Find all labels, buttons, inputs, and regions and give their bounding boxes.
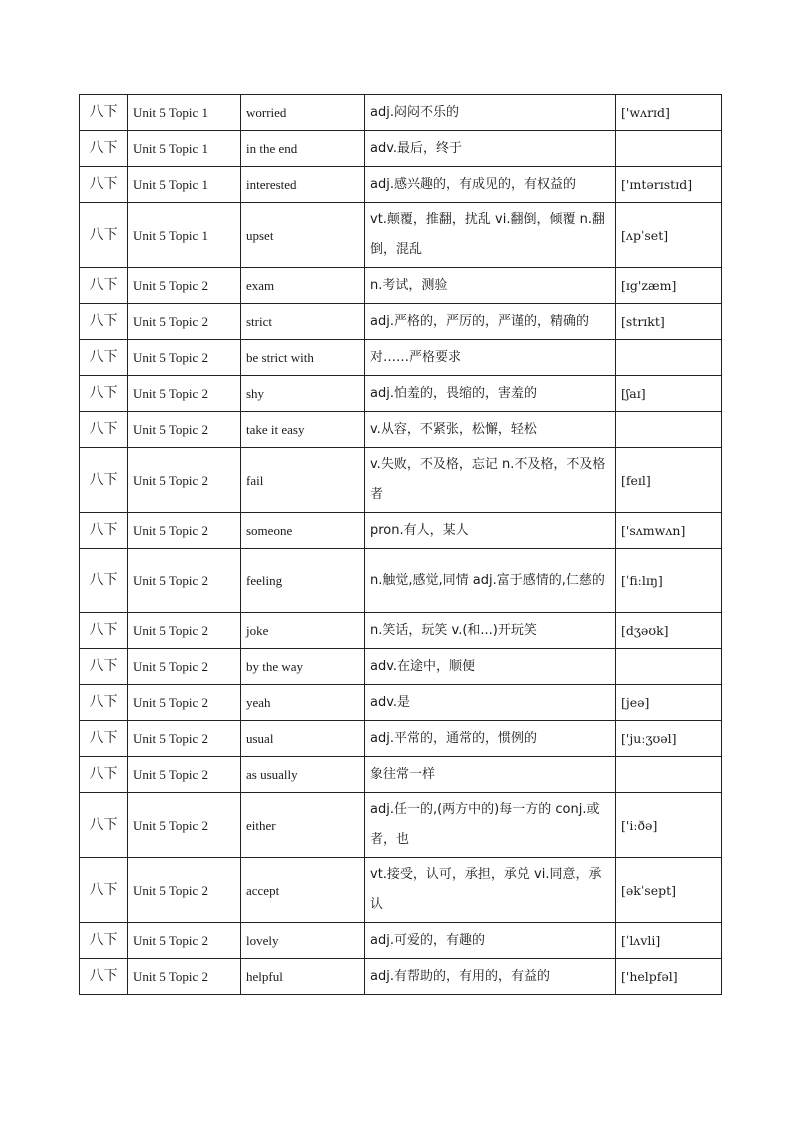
phonetic-cell: [əkˈsept] xyxy=(616,858,722,923)
unit-cell: Unit 5 Topic 2 xyxy=(128,549,241,613)
grade-cell: 八下 xyxy=(80,757,128,793)
table-row xyxy=(80,340,722,376)
word-cell: someone xyxy=(241,513,365,549)
table-row xyxy=(80,549,722,613)
table-row xyxy=(80,95,722,131)
unit-cell: Unit 5 Topic 2 xyxy=(128,685,241,721)
phonetic-cell: [jeə] xyxy=(616,685,722,721)
unit-cell: Unit 5 Topic 2 xyxy=(128,613,241,649)
meaning-cell: n.考试，测验 xyxy=(365,268,616,304)
unit-cell: Unit 5 Topic 2 xyxy=(128,649,241,685)
table-row xyxy=(80,721,722,757)
meaning-cell: adj.任一的,(两方中的)每一方的 conj.或者，也 xyxy=(365,793,616,858)
word-cell: either xyxy=(241,793,365,858)
unit-cell: Unit 5 Topic 2 xyxy=(128,376,241,412)
meaning-cell: adj.有帮助的，有用的，有益的 xyxy=(365,959,616,995)
grade-cell: 八下 xyxy=(80,131,128,167)
grade-cell: 八下 xyxy=(80,448,128,513)
word-cell: upset xyxy=(241,203,365,268)
meaning-cell: pron.有人，某人 xyxy=(365,513,616,549)
table-row xyxy=(80,757,722,793)
grade-cell: 八下 xyxy=(80,95,128,131)
word-cell: strict xyxy=(241,304,365,340)
grade-cell: 八下 xyxy=(80,685,128,721)
grade-cell: 八下 xyxy=(80,613,128,649)
phonetic-cell xyxy=(616,131,722,167)
word-cell: yeah xyxy=(241,685,365,721)
phonetic-cell: ['helpfəl] xyxy=(616,959,722,995)
unit-cell: Unit 5 Topic 2 xyxy=(128,340,241,376)
meaning-cell: adv.最后，终于 xyxy=(365,131,616,167)
phonetic-cell: [ʌpˈset] xyxy=(616,203,722,268)
table-row xyxy=(80,203,722,268)
phonetic-cell xyxy=(616,757,722,793)
phonetic-cell: ['juːʒʊəl] xyxy=(616,721,722,757)
grade-cell: 八下 xyxy=(80,412,128,448)
word-cell: interested xyxy=(241,167,365,203)
word-cell: by the way xyxy=(241,649,365,685)
meaning-cell: n.触觉,感觉,同情 adj.富于感情的,仁慈的 xyxy=(365,549,616,613)
meaning-cell: adj.严格的，严厉的，严谨的，精确的 xyxy=(365,304,616,340)
word-cell: joke xyxy=(241,613,365,649)
word-cell: as usually xyxy=(241,757,365,793)
phonetic-cell: [ʃaɪ] xyxy=(616,376,722,412)
word-cell: shy xyxy=(241,376,365,412)
table-row xyxy=(80,793,722,858)
unit-cell: Unit 5 Topic 2 xyxy=(128,304,241,340)
unit-cell: Unit 5 Topic 2 xyxy=(128,268,241,304)
word-cell: usual xyxy=(241,721,365,757)
phonetic-cell xyxy=(616,649,722,685)
table-row xyxy=(80,167,722,203)
meaning-cell: adv.在途中，顺便 xyxy=(365,649,616,685)
phonetic-cell: [dʒəʊk] xyxy=(616,613,722,649)
table-row xyxy=(80,959,722,995)
grade-cell: 八下 xyxy=(80,549,128,613)
phonetic-cell: ['sʌmwʌn] xyxy=(616,513,722,549)
meaning-cell: adj.怕羞的，畏缩的，害羞的 xyxy=(365,376,616,412)
meaning-cell: adj.闷闷不乐的 xyxy=(365,95,616,131)
phonetic-cell: [strɪkt] xyxy=(616,304,722,340)
meaning-cell: n.笑话，玩笑 v.(和...)开玩笑 xyxy=(365,613,616,649)
unit-cell: Unit 5 Topic 1 xyxy=(128,95,241,131)
table-row xyxy=(80,649,722,685)
grade-cell: 八下 xyxy=(80,959,128,995)
meaning-cell: vt.接受，认可，承担，承兑 vi.同意，承认 xyxy=(365,858,616,923)
meaning-cell: adv.是 xyxy=(365,685,616,721)
grade-cell: 八下 xyxy=(80,376,128,412)
unit-cell: Unit 5 Topic 2 xyxy=(128,923,241,959)
table-row xyxy=(80,923,722,959)
phonetic-cell xyxy=(616,412,722,448)
grade-cell: 八下 xyxy=(80,793,128,858)
table-row xyxy=(80,513,722,549)
unit-cell: Unit 5 Topic 2 xyxy=(128,793,241,858)
phonetic-cell: [ˈfiːlɪŋ] xyxy=(616,549,722,613)
word-cell: feeling xyxy=(241,549,365,613)
word-cell: accept xyxy=(241,858,365,923)
table-row xyxy=(80,613,722,649)
phonetic-cell: [feɪl] xyxy=(616,448,722,513)
phonetic-cell: [ɪg'zæm] xyxy=(616,268,722,304)
grade-cell: 八下 xyxy=(80,340,128,376)
grade-cell: 八下 xyxy=(80,167,128,203)
meaning-cell: v.失败，不及格，忘记 n.不及格，不及格者 xyxy=(365,448,616,513)
unit-cell: Unit 5 Topic 2 xyxy=(128,757,241,793)
grade-cell: 八下 xyxy=(80,923,128,959)
table-row xyxy=(80,448,722,513)
phonetic-cell: ['ɪntərɪstɪd] xyxy=(616,167,722,203)
word-cell: take it easy xyxy=(241,412,365,448)
meaning-cell: v.从容，不紧张，松懈，轻松 xyxy=(365,412,616,448)
unit-cell: Unit 5 Topic 2 xyxy=(128,858,241,923)
vocabulary-table xyxy=(79,94,722,995)
phonetic-cell: ['iːðə] xyxy=(616,793,722,858)
phonetic-cell: [ˈlʌvli] xyxy=(616,923,722,959)
table-row xyxy=(80,304,722,340)
grade-cell: 八下 xyxy=(80,268,128,304)
unit-cell: Unit 5 Topic 2 xyxy=(128,721,241,757)
table-row xyxy=(80,412,722,448)
word-cell: fail xyxy=(241,448,365,513)
grade-cell: 八下 xyxy=(80,721,128,757)
unit-cell: Unit 5 Topic 2 xyxy=(128,959,241,995)
meaning-cell: adj.平常的，通常的，惯例的 xyxy=(365,721,616,757)
word-cell: worried xyxy=(241,95,365,131)
meaning-cell: adj.感兴趣的，有成见的，有权益的 xyxy=(365,167,616,203)
meaning-cell: adj.可爱的，有趣的 xyxy=(365,923,616,959)
word-cell: exam xyxy=(241,268,365,304)
vocabulary-table-body xyxy=(80,95,722,995)
word-cell: helpful xyxy=(241,959,365,995)
meaning-cell: 对……严格要求 xyxy=(365,340,616,376)
unit-cell: Unit 5 Topic 1 xyxy=(128,131,241,167)
grade-cell: 八下 xyxy=(80,858,128,923)
word-cell: lovely xyxy=(241,923,365,959)
table-row xyxy=(80,131,722,167)
unit-cell: Unit 5 Topic 1 xyxy=(128,203,241,268)
table-row xyxy=(80,268,722,304)
phonetic-cell xyxy=(616,340,722,376)
unit-cell: Unit 5 Topic 1 xyxy=(128,167,241,203)
table-row xyxy=(80,858,722,923)
unit-cell: Unit 5 Topic 2 xyxy=(128,448,241,513)
word-cell: be strict with xyxy=(241,340,365,376)
meaning-cell: vt.颠覆，推翻，扰乱 vi.翻倒，倾覆 n.翻倒，混乱 xyxy=(365,203,616,268)
meaning-cell: 象往常一样 xyxy=(365,757,616,793)
unit-cell: Unit 5 Topic 2 xyxy=(128,412,241,448)
grade-cell: 八下 xyxy=(80,649,128,685)
grade-cell: 八下 xyxy=(80,513,128,549)
grade-cell: 八下 xyxy=(80,304,128,340)
word-cell: in the end xyxy=(241,131,365,167)
phonetic-cell: ['wʌrɪd] xyxy=(616,95,722,131)
grade-cell: 八下 xyxy=(80,203,128,268)
table-row xyxy=(80,685,722,721)
unit-cell: Unit 5 Topic 2 xyxy=(128,513,241,549)
table-row xyxy=(80,376,722,412)
